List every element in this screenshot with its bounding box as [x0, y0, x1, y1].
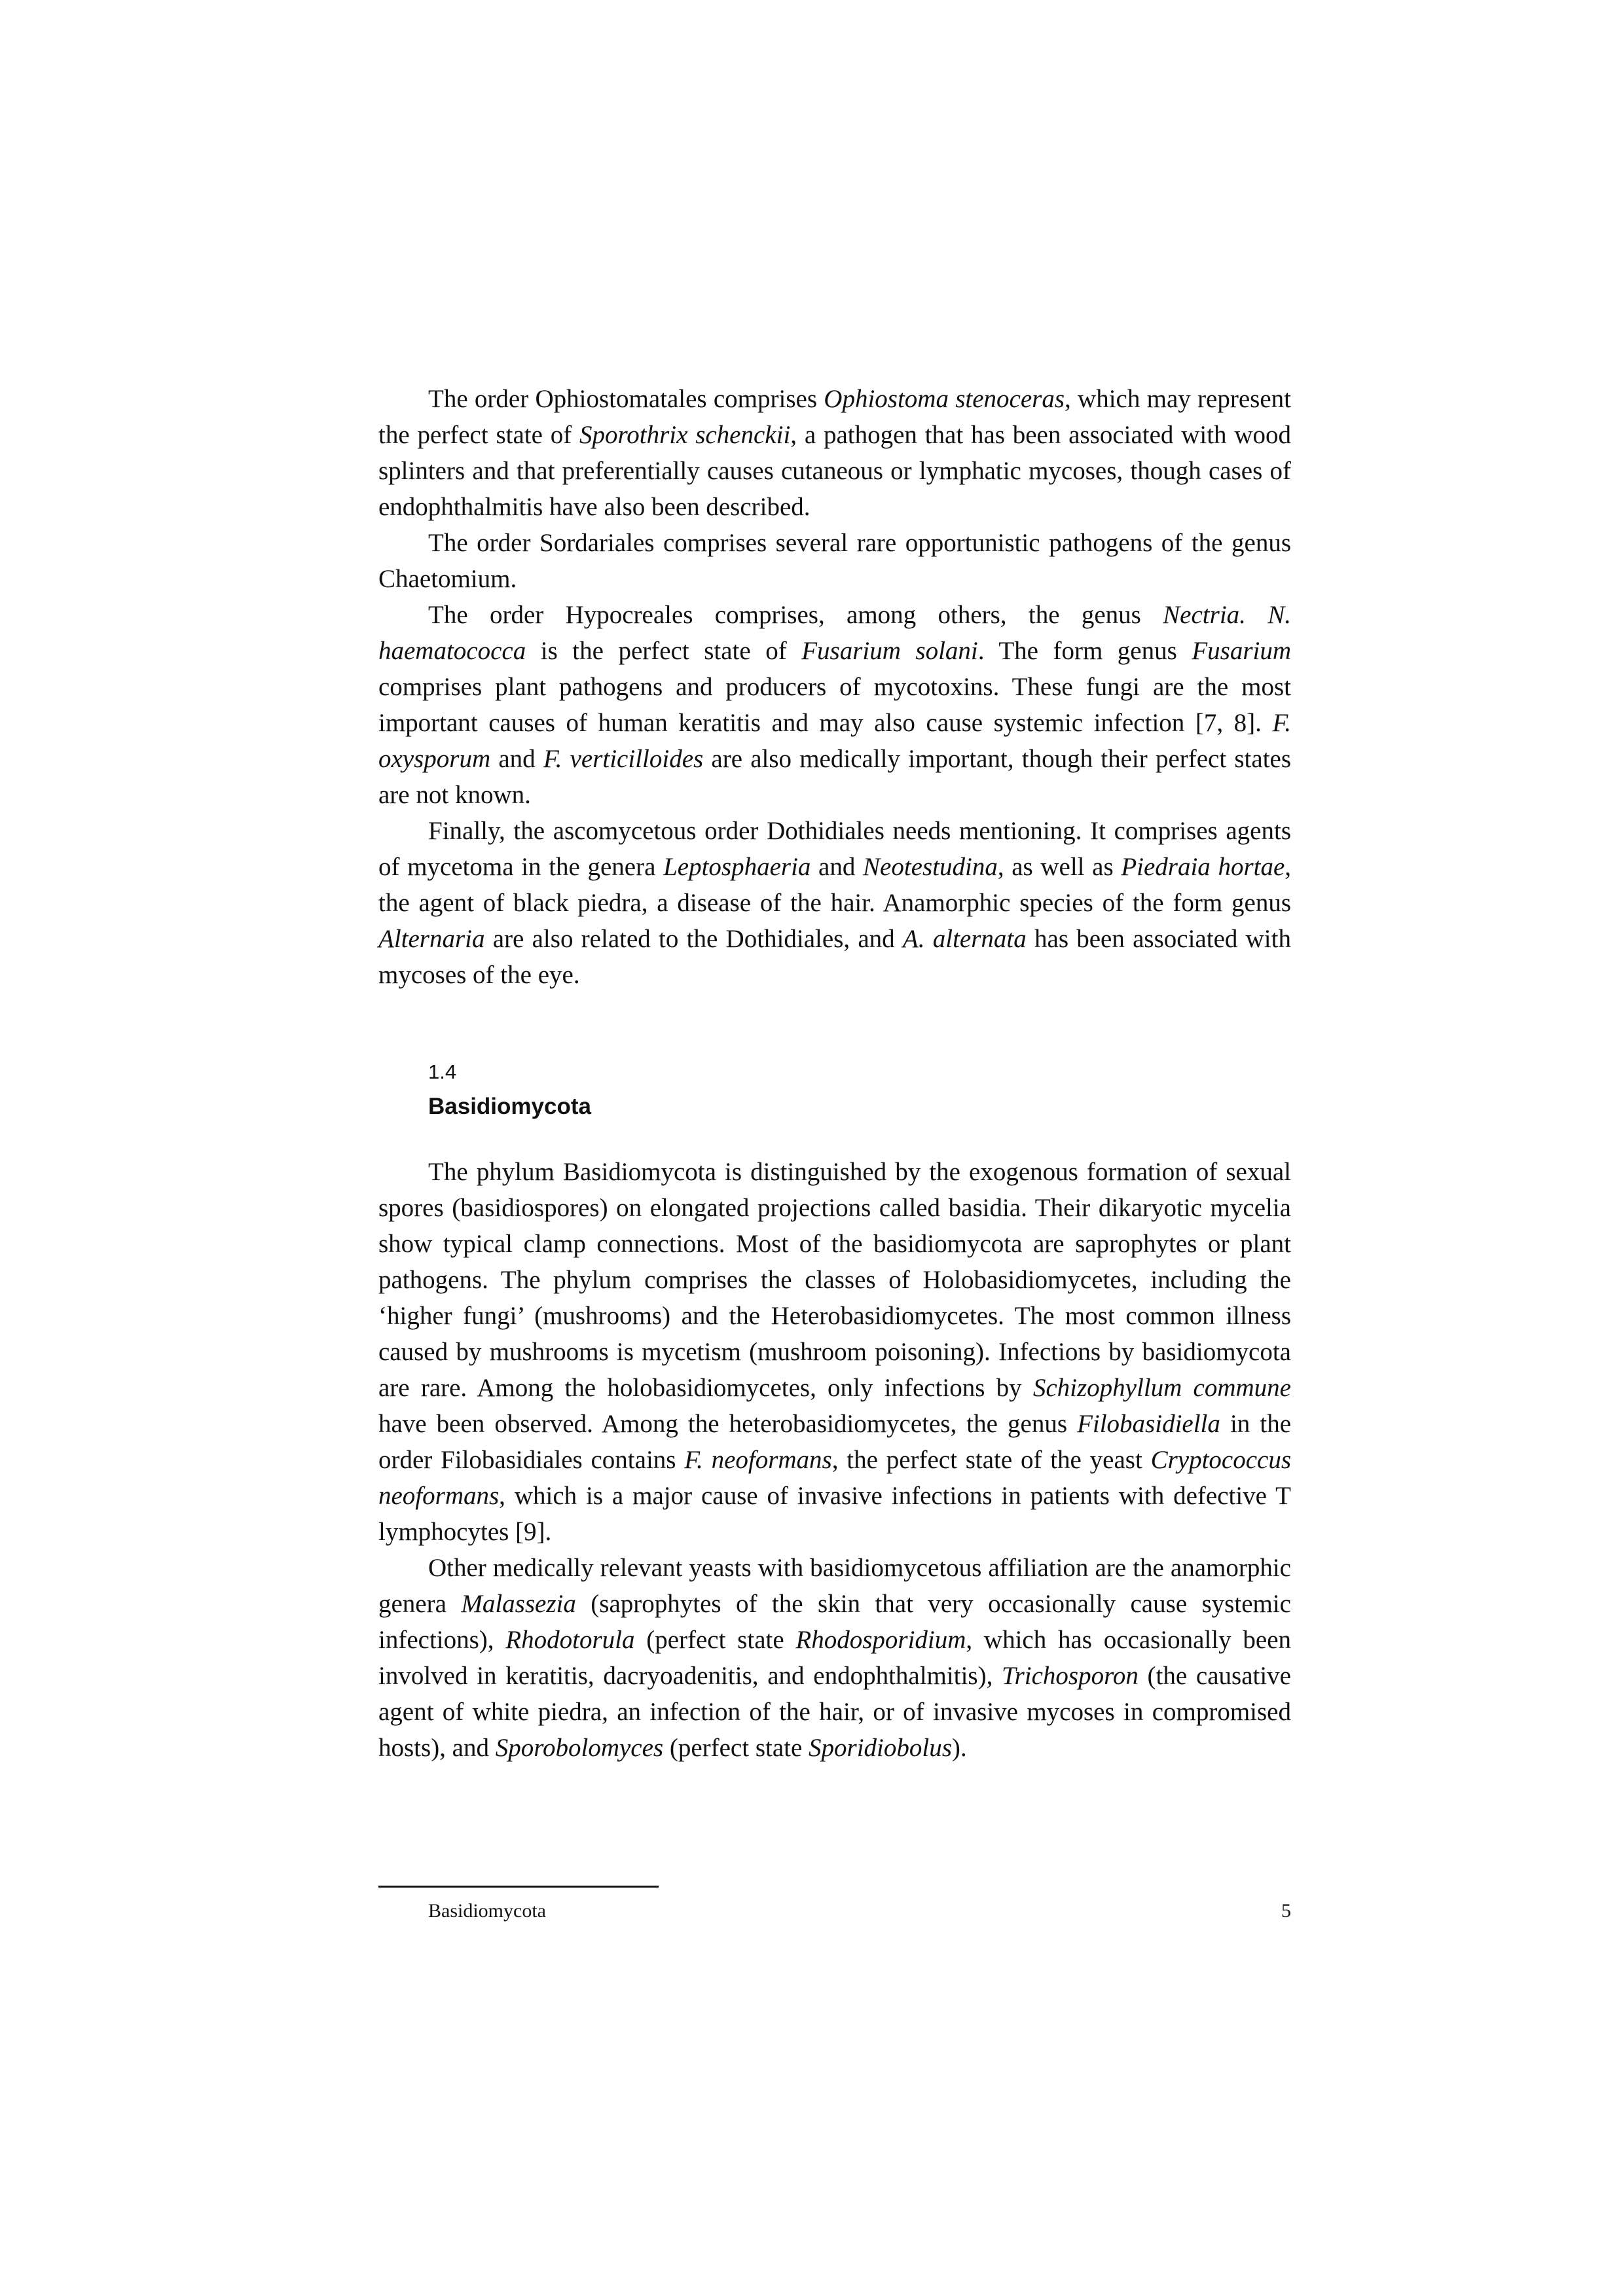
text-run: (saprophytes of the skin that very occasionally cause systemic infections),: [378, 1590, 1291, 1654]
text-run: have been observed. Among the heterobasidiomycetes, the genus: [378, 1410, 1078, 1438]
text-run: (perfect state: [663, 1734, 809, 1762]
taxon-name: Rhodosporidium: [795, 1626, 966, 1654]
taxon-name: Neotestudina: [863, 853, 998, 881]
taxon-name: Cryptococcus neoformans: [378, 1446, 1292, 1510]
text-run: The order Sordariales comprises several rare opportunistic pathogens of the genus Chaetomium.: [378, 529, 1291, 593]
taxon-name: Sporothrix schenckii: [579, 421, 791, 449]
paragraph: [378, 381, 1291, 525]
text-run: , which is a major cause of invasive infections in patients with defective T lymphocytes [9].: [378, 1482, 1291, 1546]
text-run: are also related to the Dothidiales, and: [484, 925, 903, 953]
paragraph: [378, 1550, 1291, 1766]
taxon-name: Malassezia: [461, 1590, 576, 1618]
text-run: in the order Filobasidiales contains: [378, 1410, 1292, 1474]
taxon-name: Sporidiobolus: [809, 1734, 952, 1762]
taxon-name: Fusarium: [1192, 637, 1291, 665]
text-run: , the agent of black piedra, a disease of the hair. Anamorphic species of the form genus: [378, 853, 1292, 917]
paragraph: [378, 813, 1291, 993]
text-run: , a pathogen that has been associated with wood splinters and that preferentially causes cutaneous or lymphatic mycoses, though cases of endophthalmitis have also been described.: [378, 421, 1292, 521]
text-run: and: [811, 853, 864, 881]
text-run: (the causative agent of white piedra, an infection of the hair, or of invasive mycoses in compromised hosts), and: [378, 1662, 1291, 1762]
taxon-name: F. verticilloides: [543, 745, 704, 773]
taxon-name: Alternaria: [378, 925, 485, 953]
taxon-name: Fusarium solani: [801, 637, 978, 665]
section-title: Basidiomycota: [428, 1094, 591, 1119]
text-run: , as well as: [997, 853, 1122, 881]
text-run: has been associated with mycoses of the eye.: [378, 925, 1291, 989]
intro-text: [378, 381, 1291, 993]
text-run: comprises plant pathogens and producers of mycotoxins. These fungi are the most important causes of human keratitis and may also cause systemic infection [7, 8].: [378, 673, 1291, 737]
taxon-name: Schizophyllum commune: [1032, 1374, 1291, 1402]
text-run: , which may represent the perfect state of: [378, 385, 1291, 449]
paragraph: [378, 1154, 1291, 1550]
text-run: are also medically important, though their perfect states are not known.: [378, 745, 1292, 809]
taxon-name: Nectria. N. haematococca: [378, 601, 1291, 665]
taxon-name: F. oxysporum: [378, 709, 1291, 773]
footer-rule: [378, 1886, 659, 1888]
taxon-name: Leptosphaeria: [663, 853, 811, 881]
taxon-name: Sporobolomyces: [495, 1734, 664, 1762]
text-run: The order Ophiostomatales comprises: [428, 385, 824, 413]
section-text: [378, 1154, 1291, 1766]
taxon-name: Rhodotorula: [505, 1626, 635, 1654]
section-number: 1.4: [428, 1060, 457, 1083]
running-title: Basidiomycota: [428, 1900, 546, 1922]
text-run: The phylum Basidiomycota is distinguished by the exogenous formation of sexual spores (basidiospores) on elongated projections called basidia. Their dikaryotic mycelia show typical clamp connections. Most of the basidiomycota are saprophytes or plant pathogens. The phylum comprises the classes of Holobasidiomycetes, including the ‘higher fungi’ (mushrooms) and the Heterobasidiomycetes. The most common illness caused by mushrooms is mycetism (mushroom poisoning). Infections by basidiomycota are rare. Among the holobasidiomycetes, only infections by: [378, 1158, 1291, 1402]
section-heading: [378, 1059, 1291, 1122]
taxon-name: Ophiostoma stenoceras: [824, 385, 1065, 413]
taxon-name: F. neoformans: [684, 1446, 832, 1474]
text-run: ).: [951, 1734, 967, 1762]
taxon-name: Piedraia hortae: [1121, 853, 1285, 881]
text-run: , which has occasionally been involved in keratitis, dacryoadenitis, and endophthalmitis),: [378, 1626, 1292, 1690]
taxon-name: Trichosporon: [1002, 1662, 1139, 1690]
paragraph: [378, 525, 1291, 597]
text-run: is the perfect state of: [526, 637, 802, 665]
text-run: , the perfect state of the yeast: [831, 1446, 1151, 1474]
taxon-name: Filobasidiella: [1077, 1410, 1220, 1438]
text-run: Other medically relevant yeasts with basidiomycetous affiliation are the anamorphic genera: [378, 1554, 1291, 1618]
text-run: and: [490, 745, 543, 773]
taxon-name: A. alternata: [902, 925, 1027, 953]
paragraph: [378, 597, 1291, 813]
text-run: Finally, the ascomycetous order Dothidiales needs mentioning. It comprises agents of mycetoma in the genera: [378, 817, 1291, 881]
text-run: . The form genus: [977, 637, 1192, 665]
text-run: (perfect state: [634, 1626, 796, 1654]
text-run: The order Hypocreales comprises, among others, the genus: [428, 601, 1163, 629]
page-number: 5: [1281, 1900, 1291, 1922]
